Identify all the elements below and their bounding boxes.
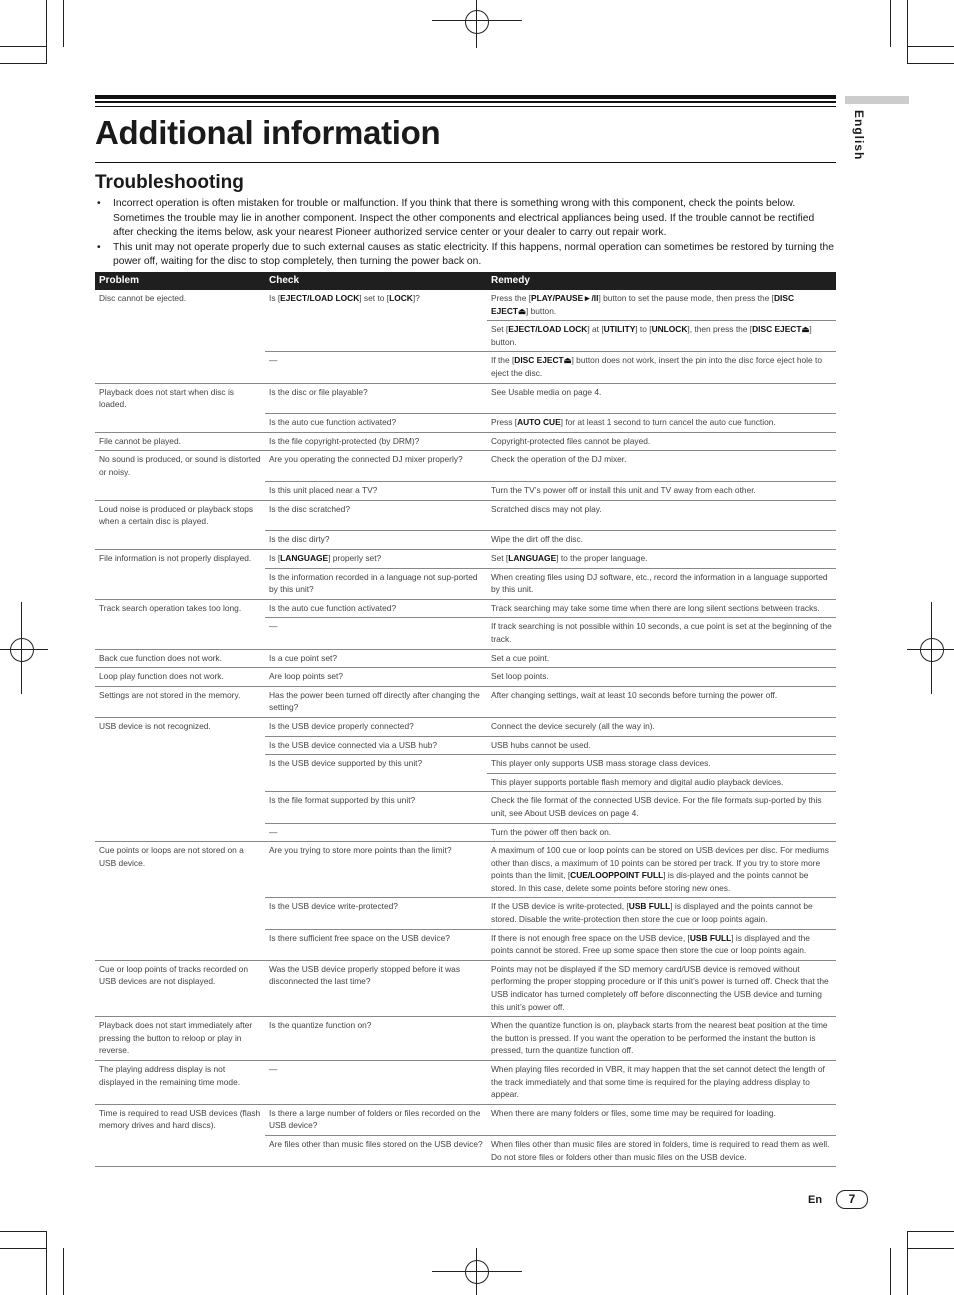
crop-mark: [907, 1248, 954, 1249]
control-name: UTILITY: [603, 324, 636, 335]
page-number: 7: [836, 1190, 868, 1209]
control-name: AUTO CUE: [517, 417, 561, 428]
cell-problem: Loud noise is produced or playback stops when a certain disc is played.: [99, 503, 254, 527]
cell-problem: No sound is produced, or sound is distorted or noisy.: [99, 454, 261, 478]
cell-problem: Cue or loop points of tracks recorded on USB devices are not displayed.: [95, 960, 265, 1016]
cell-check: Is the disc or file playable?: [265, 383, 487, 414]
header-check: Check: [265, 272, 487, 290]
registration-mark: [432, 1232, 522, 1295]
control-name: LOCK: [389, 293, 413, 303]
section-title: Troubleshooting: [95, 172, 244, 193]
table-row: [95, 451, 836, 482]
cell-remedy: If the USB device is write-protected, [USB FULL] is displayed and the points cannot be stored. Disable the write-protection then store the cue or loop points again.: [487, 898, 836, 929]
control-name: UNLOCK: [651, 324, 688, 335]
cell-remedy: Set loop points.: [487, 668, 836, 687]
cell-remedy: Connect the device securely (all the way in).: [487, 717, 836, 736]
control-name: EJECT/LOAD LOCK: [280, 293, 360, 303]
intro-bullets: [95, 197, 837, 270]
cell-problem: [95, 531, 265, 550]
table-row: [95, 755, 836, 774]
cell-remedy: Track searching may take some time when there are long silent sections between tracks.: [487, 599, 836, 618]
table-row: [95, 686, 836, 717]
cell-problem: [95, 321, 265, 352]
cell-problem: [95, 1135, 265, 1166]
control-name: DISC EJECT⏏: [491, 293, 794, 316]
crop-mark: [63, 1248, 64, 1295]
troubleshooting-table: [95, 272, 836, 1167]
cell-problem: Playback does not start immediately after pressing the button to reloop or play in reverse.: [95, 1017, 265, 1061]
control-name: DISC EJECT⏏: [514, 355, 572, 366]
cell-check: Are you operating the connected DJ mixer properly?: [265, 451, 487, 482]
cell-check: Is the disc dirty?: [265, 531, 487, 550]
cell-remedy: Check the operation of the DJ mixer.: [487, 451, 836, 482]
table-row: [95, 823, 836, 842]
header-remedy: Remedy: [487, 272, 836, 290]
table-row: [95, 929, 836, 960]
cell-problem: [95, 618, 265, 649]
cell-remedy: Press [AUTO CUE] for at least 1 second to turn cancel the auto cue function.: [487, 414, 836, 433]
cell-check: Is the disc scratched?: [265, 500, 487, 531]
table-row: [95, 773, 836, 792]
table-row: [95, 960, 836, 1016]
cell-remedy: This player supports portable flash memory and digital audio playback devices.: [487, 773, 836, 792]
cell-problem: [95, 823, 265, 842]
cell-check: Is [EJECT/LOAD LOCK] set to [LOCK]?: [269, 293, 420, 303]
table-row: [95, 668, 836, 687]
table-row: [95, 414, 836, 433]
cell-check: —: [265, 823, 487, 842]
cell-check: Is the quantize function on?: [265, 1017, 487, 1061]
table-row: [95, 736, 836, 755]
cell-check: —: [265, 618, 487, 649]
crop-mark: [0, 63, 47, 64]
cell-remedy: Turn the TV’s power off or install this unit and TV away from each other.: [487, 482, 836, 501]
crop-mark: [0, 1231, 47, 1232]
cell-remedy: Points may not be displayed if the SD memory card/USB device is removed without performing the proper stopping procedure or if this unit’s power is turned off. Check that the USB indicator has turned completely off before disconnecting the USB device and turning this unit’s power off.: [487, 960, 836, 1016]
cell-remedy: Set a cue point.: [487, 649, 836, 668]
cell-remedy: Set [LANGUAGE] to the proper language.: [487, 550, 836, 569]
cell-remedy: If there is not enough free space on the USB device, [USB FULL] is displayed and the points cannot be stored. Free up some space then store the cue or loop points again.: [487, 929, 836, 960]
cell-check: [265, 773, 487, 792]
footer-language-code: En: [808, 1194, 823, 1206]
cell-problem: [95, 414, 265, 433]
table-row: [95, 500, 836, 531]
table-row: [95, 842, 836, 898]
cell-remedy: If the [DISC EJECT⏏] button does not work, insert the pin into the disc force eject hole to eject the disc.: [487, 352, 836, 383]
table-row: [95, 482, 836, 501]
cell-check: Is the USB device properly connected?: [265, 717, 487, 736]
cell-problem: Loop play function does not work.: [95, 668, 265, 687]
cell-check: Was the USB device properly stopped before it was disconnected the last time?: [265, 960, 487, 1016]
table-row: [95, 550, 836, 569]
table-row: [95, 649, 836, 668]
cell-problem: USB device is not recognized.: [99, 720, 211, 731]
table-row: [95, 352, 836, 383]
cell-remedy: USB hubs cannot be used.: [487, 736, 836, 755]
cell-problem: Settings are not stored in the memory.: [95, 686, 265, 717]
table-row: [95, 383, 836, 414]
cell-check: —: [265, 352, 487, 383]
cell-problem: File information is not properly displayed.: [99, 553, 252, 563]
table-row: [95, 717, 836, 736]
cell-check: Has the power been turned off directly after changing the setting?: [265, 686, 487, 717]
cell-problem: The playing address display is not displayed in the remaining time mode.: [95, 1061, 265, 1105]
cell-remedy: A maximum of 100 cue or loop points can be stored on USB devices per disc. For mediums other than discs, a maximum of 10 points can be stored per track. If you try to store more points than the limit, [CUE/LOOPPOINT FULL] is dis-played and the points cannot be stored. In this case, delete some points before storing new ones.: [487, 842, 836, 898]
cell-check: Is the information recorded in a language not sup-ported by this unit?: [265, 568, 487, 599]
cell-check: Is a cue point set?: [265, 649, 487, 668]
control-name: USB FULL: [628, 901, 671, 912]
crop-mark: [0, 46, 47, 47]
table-row: [95, 1061, 836, 1105]
cell-remedy: When creating files using DJ software, etc., record the information in a language supported by this unit.: [487, 568, 836, 599]
bullet-item: • Incorrect operation is often mistaken for trouble or malfunction. If you think that there is something wrong with this component, check the points below. Sometimes the trouble may lie in another component. Inspect the other components and electrical appliances being used. If the trouble cannot be rectified after checking the items below, ask your nearest Pioneer authorized service center or your dealer to carry out repair work.: [95, 197, 837, 241]
cell-check: Are you trying to store more points than the limit?: [265, 842, 487, 898]
cell-check: Are files other than music files stored on the USB device?: [265, 1135, 487, 1166]
cell-problem: [95, 568, 265, 599]
crop-mark: [63, 0, 64, 47]
cell-remedy: Copyright-protected files cannot be played.: [487, 432, 836, 451]
cell-problem: File cannot be played.: [95, 432, 265, 451]
title-underline: [95, 162, 836, 163]
cell-problem: [95, 929, 265, 960]
cell-problem: [95, 773, 265, 792]
cell-remedy: Turn the power off then back on.: [487, 823, 836, 842]
crop-mark: [907, 1231, 954, 1232]
cell-problem: [95, 792, 265, 823]
cell-check: Is the file format supported by this unit?: [265, 792, 487, 823]
cell-problem: [95, 482, 265, 501]
cell-check: Is there a large number of folders or files recorded on the USB device?: [265, 1104, 487, 1135]
cell-problem: [95, 736, 265, 755]
cell-problem: Cue points or loops are not stored on a USB device.: [99, 845, 244, 868]
control-name: USB FULL: [689, 932, 732, 943]
control-name: DISC EJECT⏏: [752, 324, 810, 335]
table-row: [95, 531, 836, 550]
cell-problem: Track search operation takes too long.: [99, 602, 242, 613]
cell-remedy: When the quantize function is on, playback starts from the nearest beat position at the time the button is pressed. If you want the operation to be performed the instant the button is pressed, turn the quantize function off.: [487, 1017, 836, 1061]
cell-remedy: Scratched discs may not play.: [487, 500, 836, 531]
control-name: LANGUAGE: [280, 553, 329, 563]
table-row: [95, 290, 836, 321]
cell-problem: [95, 898, 265, 929]
cell-check: Is the USB device write-protected?: [265, 898, 487, 929]
table-row: [95, 1104, 836, 1135]
control-name: PLAY/PAUSE►/II: [531, 293, 599, 303]
header-problem: Problem: [95, 272, 265, 290]
header-rule: [95, 101, 836, 103]
cell-check: —: [265, 1061, 487, 1105]
table-row: [95, 1017, 836, 1061]
registration-mark: [432, 0, 522, 64]
cell-problem: [95, 352, 265, 383]
crop-mark: [46, 0, 47, 63]
cell-remedy: When there are many folders or files, some time may be required for loading.: [487, 1104, 836, 1135]
language-tab-bar: [845, 96, 909, 104]
bullet-item: • This unit may not operate properly due to such external causes as static electricity. If this happens, normal operation can sometimes be restored by turning the power off, waiting for the disc to stop completely, then turning the power back on.: [95, 241, 837, 270]
page-title: Additional information: [95, 114, 441, 151]
control-name: EJECT/LOAD LOCK: [508, 324, 588, 335]
control-name: LANGUAGE: [508, 553, 557, 563]
table-row: [95, 792, 836, 823]
cell-check: Is the file copyright-protected (by DRM)?: [265, 432, 487, 451]
crop-mark: [907, 63, 954, 64]
cell-remedy: See Usable media on page 4.: [487, 383, 836, 414]
crop-mark: [46, 1232, 47, 1295]
table-row: [95, 1135, 836, 1166]
language-tab-label: English: [852, 110, 866, 161]
control-name: CUE/LOOPPOINT FULL: [570, 870, 664, 881]
crop-mark: [907, 0, 908, 63]
cell-remedy: Check the file format of the connected USB device. For the file formats sup-ported by this unit, see About USB devices on page 4.: [487, 792, 836, 823]
cell-check: Is the auto cue function activated?: [265, 414, 487, 433]
table-row: [95, 568, 836, 599]
cell-remedy: When files other than music files are stored in folders, time is required to read them as well. Do not store files or folders other than music files on the USB device.: [487, 1135, 836, 1166]
cell-remedy: Press the [PLAY/PAUSE►/II] button to set the pause mode, then press the [DISC EJECT⏏] button.: [487, 290, 836, 321]
crop-mark: [890, 0, 891, 47]
registration-mark: [0, 602, 64, 694]
cell-remedy: If track searching is not possible within 10 seconds, a cue point is set at the beginning of the track.: [487, 618, 836, 649]
cell-check: Is the auto cue function activated?: [265, 599, 487, 618]
cell-check: Is [LANGUAGE] properly set?: [265, 550, 487, 569]
cell-check: Are loop points set?: [265, 668, 487, 687]
cell-check: [265, 321, 487, 352]
table-body: [95, 290, 836, 1167]
cell-problem: Playback does not start when disc is loaded.: [99, 386, 234, 410]
cell-problem: Time is required to read USB devices (flash memory drives and hard discs).: [99, 1107, 261, 1131]
table-row: [95, 599, 836, 618]
table-row: [95, 618, 836, 649]
table-row: [95, 432, 836, 451]
cell-remedy: Wipe the dirt off the disc.: [487, 531, 836, 550]
cell-problem: [95, 755, 265, 774]
crop-mark: [907, 46, 954, 47]
cell-check: Is the USB device connected via a USB hub?: [265, 736, 487, 755]
header-rule: [95, 95, 836, 99]
crop-mark: [890, 1248, 891, 1295]
cell-remedy: This player only supports USB mass storage class devices.: [487, 755, 836, 774]
cell-check: Is this unit placed near a TV?: [265, 482, 487, 501]
header-rule: [95, 106, 836, 107]
table-row: [95, 321, 836, 352]
cell-remedy: Set [EJECT/LOAD LOCK] at [UTILITY] to [UNLOCK], then press the [DISC EJECT⏏] button.: [487, 321, 836, 352]
cell-check: Is there sufficient free space on the USB device?: [265, 929, 487, 960]
table-row: [95, 898, 836, 929]
cell-problem: Back cue function does not work.: [95, 649, 265, 668]
crop-mark: [907, 1232, 908, 1295]
table-header-row: [95, 272, 836, 290]
cell-problem: Disc cannot be ejected.: [99, 293, 187, 303]
cell-remedy: After changing settings, wait at least 10 seconds before turning the power off.: [487, 686, 836, 717]
cell-remedy: When playing files recorded in VBR, it may happen that the set cannot detect the length of the track immediately and that some time is required for the playing address display to appear.: [487, 1061, 836, 1105]
cell-check: Is the USB device supported by this unit?: [269, 758, 423, 769]
crop-mark: [0, 1248, 47, 1249]
registration-mark: [890, 602, 954, 694]
